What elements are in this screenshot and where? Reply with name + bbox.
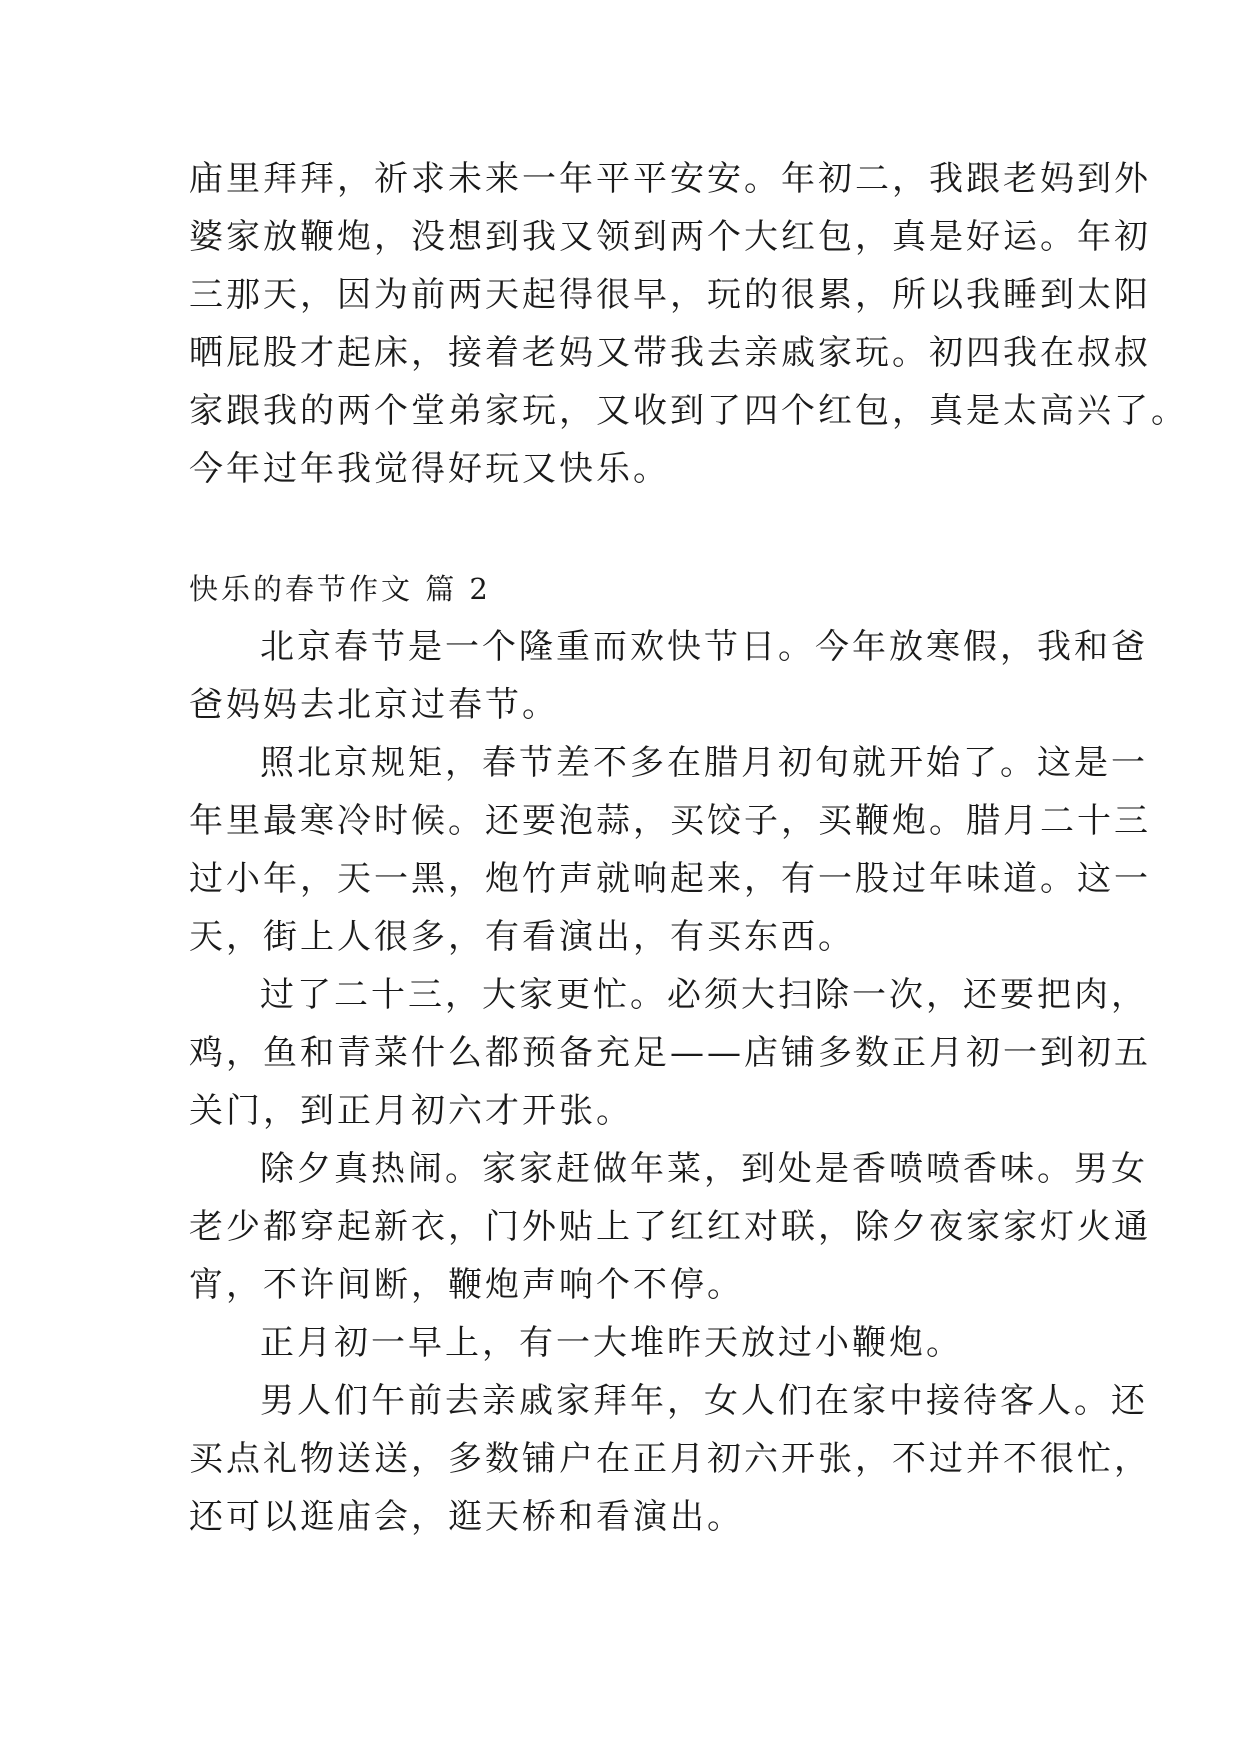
text-line: 北京春节是一个隆重而欢快节日。今年放寒假，我和爸: [260, 627, 1148, 667]
text-line: 家跟我的两个堂弟家玩，又收到了四个红包，真是太高兴了。: [189, 391, 1188, 431]
text-line: 还可以逛庙会，逛天桥和看演出。: [189, 1497, 744, 1537]
text-line: 晒屁股才起床，接着老妈又带我去亲戚家玩。初四我在叔叔: [189, 333, 1151, 373]
text-line: 过了二十三，大家更忙。必须大扫除一次，还要把肉，: [260, 975, 1148, 1015]
text-line: 年里最寒冷时候。还要泡蒜，买饺子，买鞭炮。腊月二十三: [189, 801, 1151, 841]
text-line: 鸡，鱼和青菜什么都预备充足——店铺多数正月初一到初五: [189, 1033, 1151, 1073]
text-line: 照北京规矩，春节差不多在腊月初旬就开始了。这是一: [260, 743, 1148, 783]
text-line: 男人们午前去亲戚家拜年，女人们在家中接待客人。还: [260, 1381, 1148, 1421]
text-line: 宵，不许间断，鞭炮声响个不停。: [189, 1265, 744, 1305]
text-line: 买点礼物送送，多数铺户在正月初六开张，不过并不很忙，: [189, 1439, 1151, 1479]
text-line: 过小年，天一黑，炮竹声就响起来，有一股过年味道。这一: [189, 859, 1151, 899]
document-page: [189, 150, 1188, 1546]
text-line: 天，街上人很多，有看演出，有买东西。: [189, 917, 855, 957]
section-spacer: [189, 498, 1069, 560]
text-line: 关门，到正月初六才开张。: [189, 1091, 633, 1131]
text-line: 庙里拜拜，祈求未来一年平平安安。年初二，我跟老妈到外: [189, 159, 1151, 199]
section-heading: 快乐的春节作文 篇 2: [189, 572, 491, 606]
text-line: 正月初一早上，有一大堆昨天放过小鞭炮。: [260, 1323, 963, 1363]
text-line: 今年过年我觉得好玩又快乐。: [189, 449, 670, 489]
text-line: 老少都穿起新衣，门外贴上了红红对联，除夕夜家家灯火通: [189, 1207, 1151, 1247]
text-line: 除夕真热闹。家家赶做年菜，到处是香喷喷香味。男女: [260, 1149, 1148, 1189]
text-line: 爸妈妈去北京过春节。: [189, 685, 559, 725]
text-line: 三那天，因为前两天起得很早，玩的很累，所以我睡到太阳: [189, 275, 1151, 315]
text-line: 婆家放鞭炮，没想到我又领到两个大红包，真是好运。年初: [189, 217, 1151, 257]
